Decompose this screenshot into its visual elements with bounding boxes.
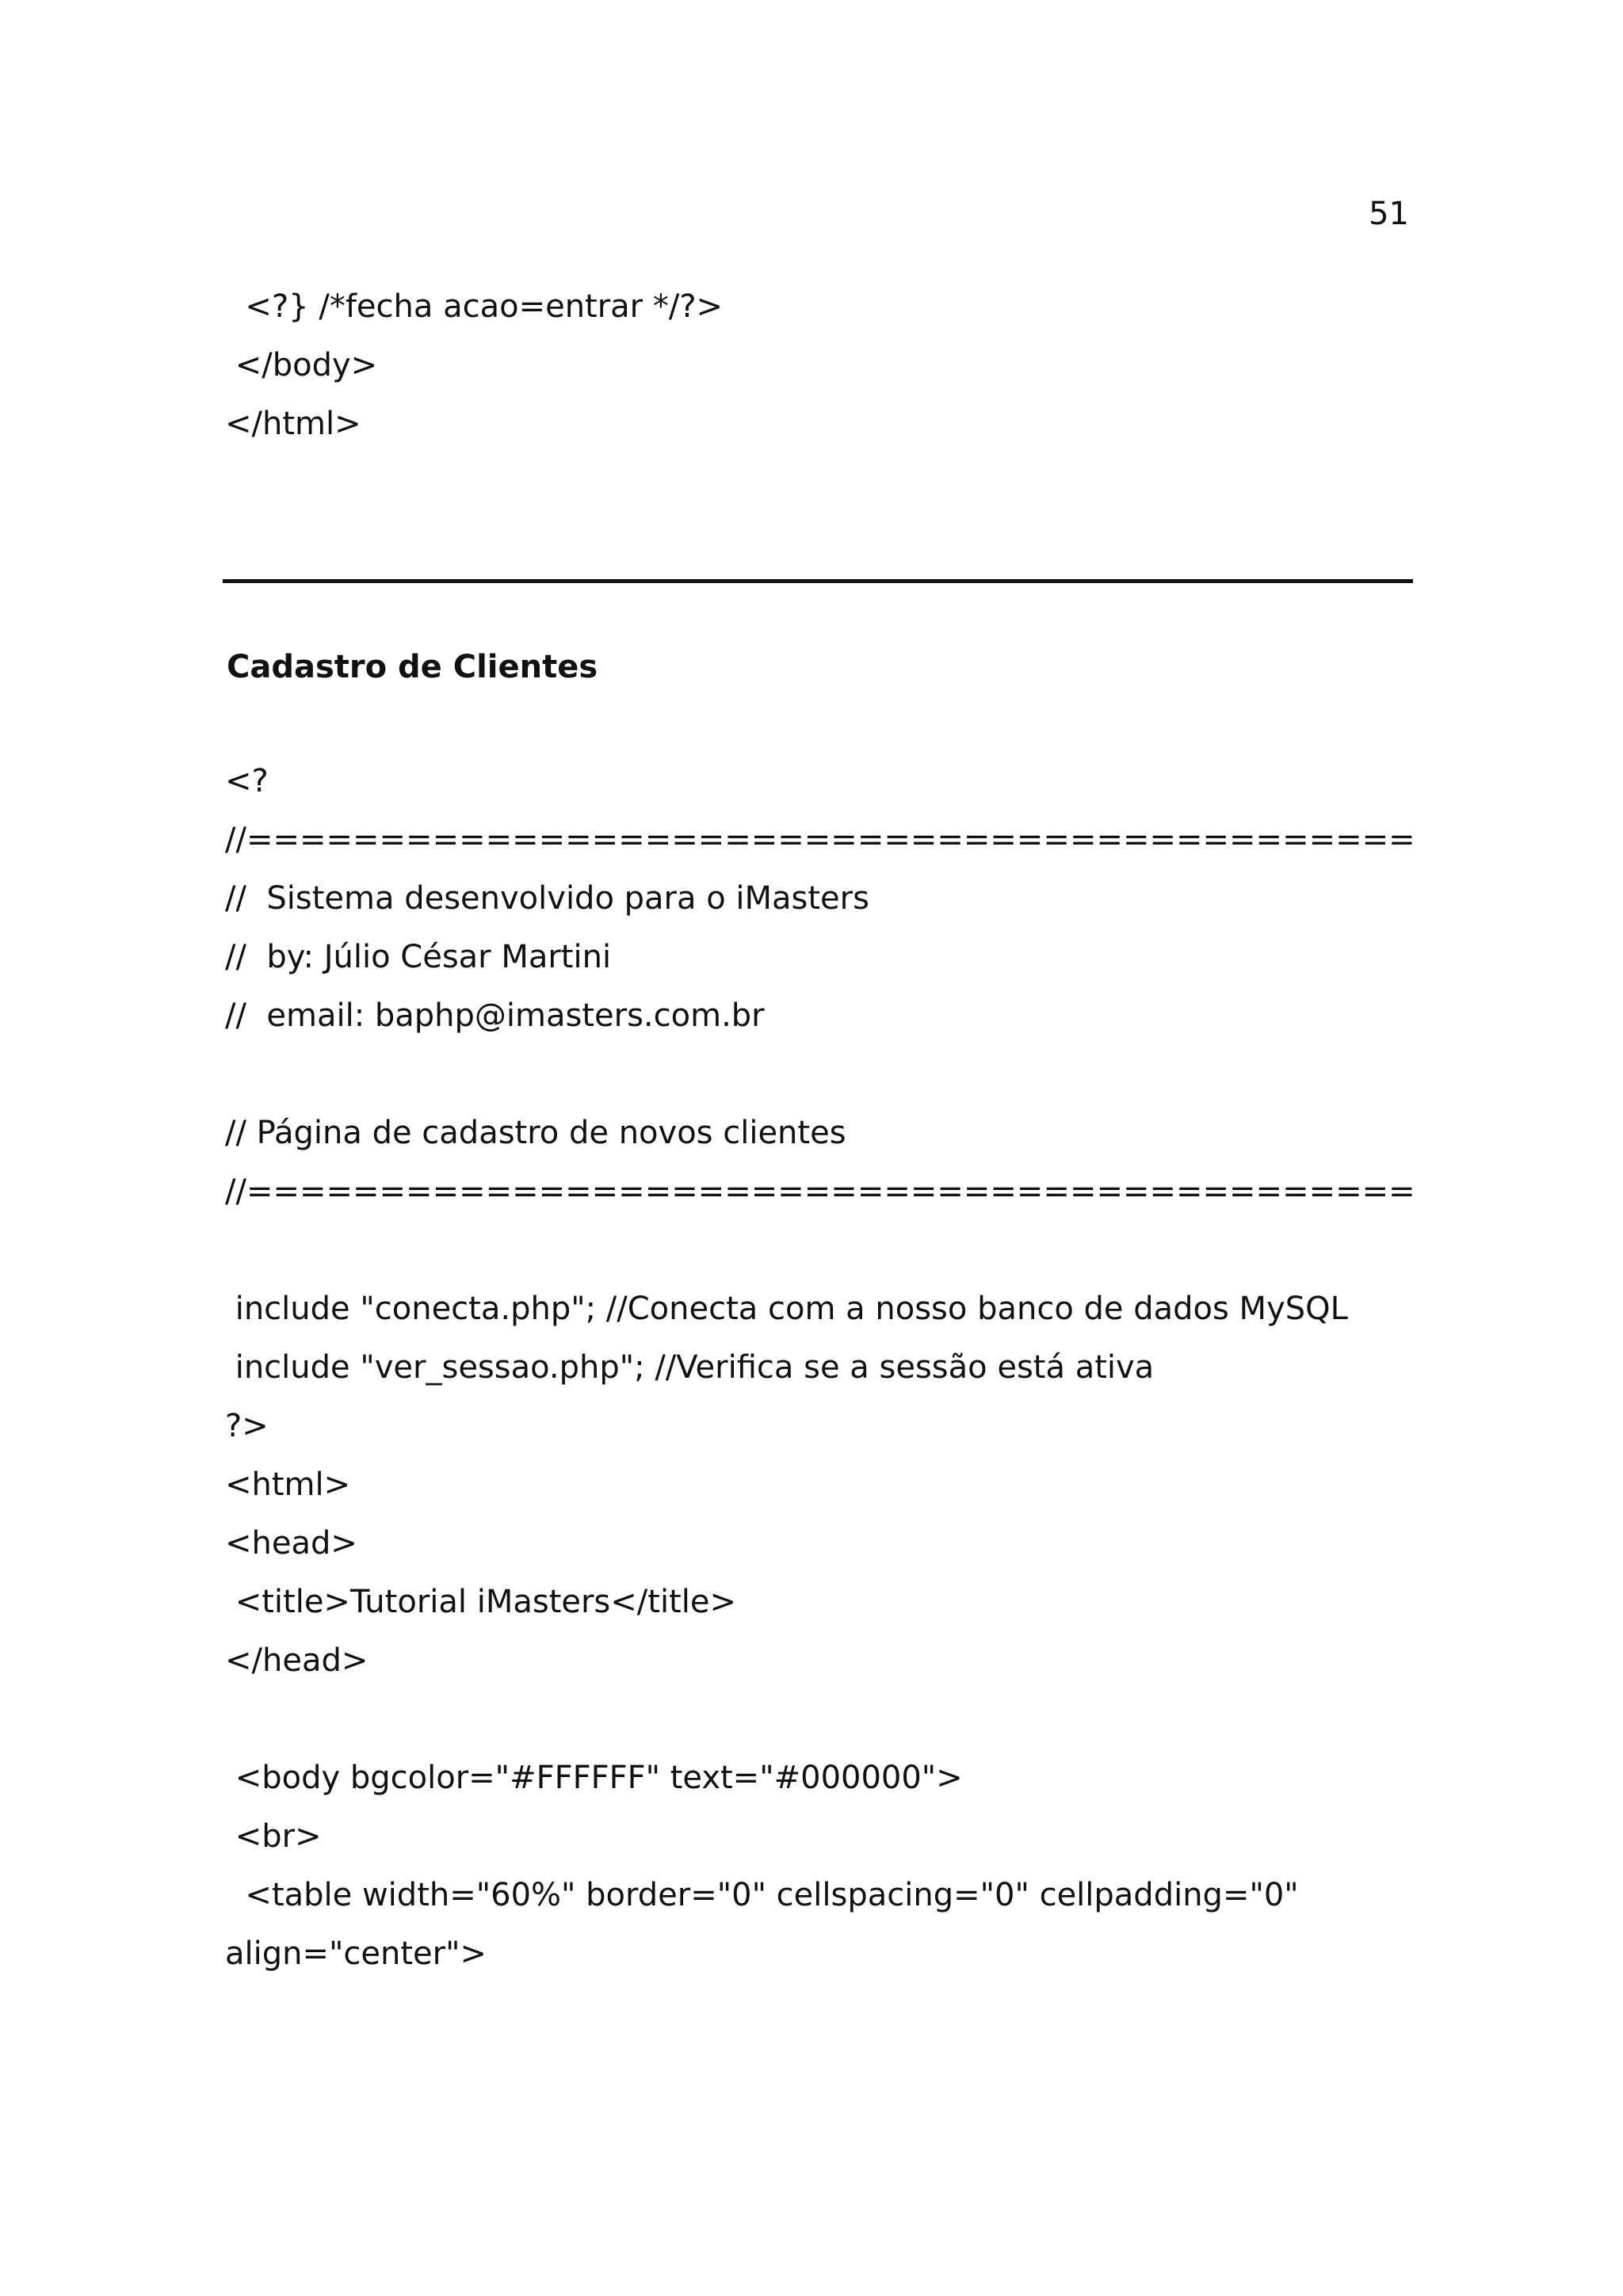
code-line: <? bbox=[225, 763, 269, 799]
code-line: <body bgcolor="#FFFFFF" text="#000000"> bbox=[225, 1760, 963, 1796]
code-line: //============================================ bbox=[225, 1173, 1415, 1210]
code-line: include "conecta.php"; //Conecta com a nosso banco de dados MySQL bbox=[225, 1291, 1348, 1327]
code-line: </body> bbox=[225, 347, 378, 383]
code-line: <table width="60%" border="0" cellspacing="0" cellpadding="0" bbox=[225, 1877, 1299, 1913]
code-line: </html> bbox=[225, 406, 361, 442]
code-line: // email: baphp@imasters.com.br bbox=[225, 997, 765, 1034]
code-line: ?> bbox=[225, 1408, 269, 1444]
page-number: 51 bbox=[1369, 196, 1409, 232]
code-line: <br> bbox=[225, 1818, 322, 1855]
code-line: <title>Tutorial iMasters</title> bbox=[225, 1584, 736, 1620]
code-line: //============================================ bbox=[225, 822, 1415, 858]
code-line: <head> bbox=[225, 1525, 357, 1562]
blank-line bbox=[225, 1221, 1430, 1280]
blank-line bbox=[225, 1690, 1430, 1749]
code-line: // Sistema desenvolvido para o iMasters bbox=[225, 880, 869, 917]
code-line: <?} /*fecha acao=entrar */?> bbox=[225, 288, 724, 325]
code-line: align="center"> bbox=[225, 1936, 487, 1972]
code-line: </head> bbox=[225, 1642, 369, 1679]
section-title: Cadastro de Clientes bbox=[227, 649, 598, 685]
closing-code-block bbox=[225, 277, 1430, 453]
code-line: // Página de cadastro de novos clientes bbox=[225, 1115, 846, 1151]
section-divider bbox=[223, 579, 1413, 583]
code-listing bbox=[225, 752, 1430, 1983]
blank-line bbox=[225, 1045, 1430, 1104]
code-line: include "ver_sessao.php"; //Verifica se a sessão está ativa bbox=[225, 1349, 1155, 1386]
code-line: <html> bbox=[225, 1466, 351, 1503]
code-line: // by: Júlio César Martini bbox=[225, 939, 612, 975]
